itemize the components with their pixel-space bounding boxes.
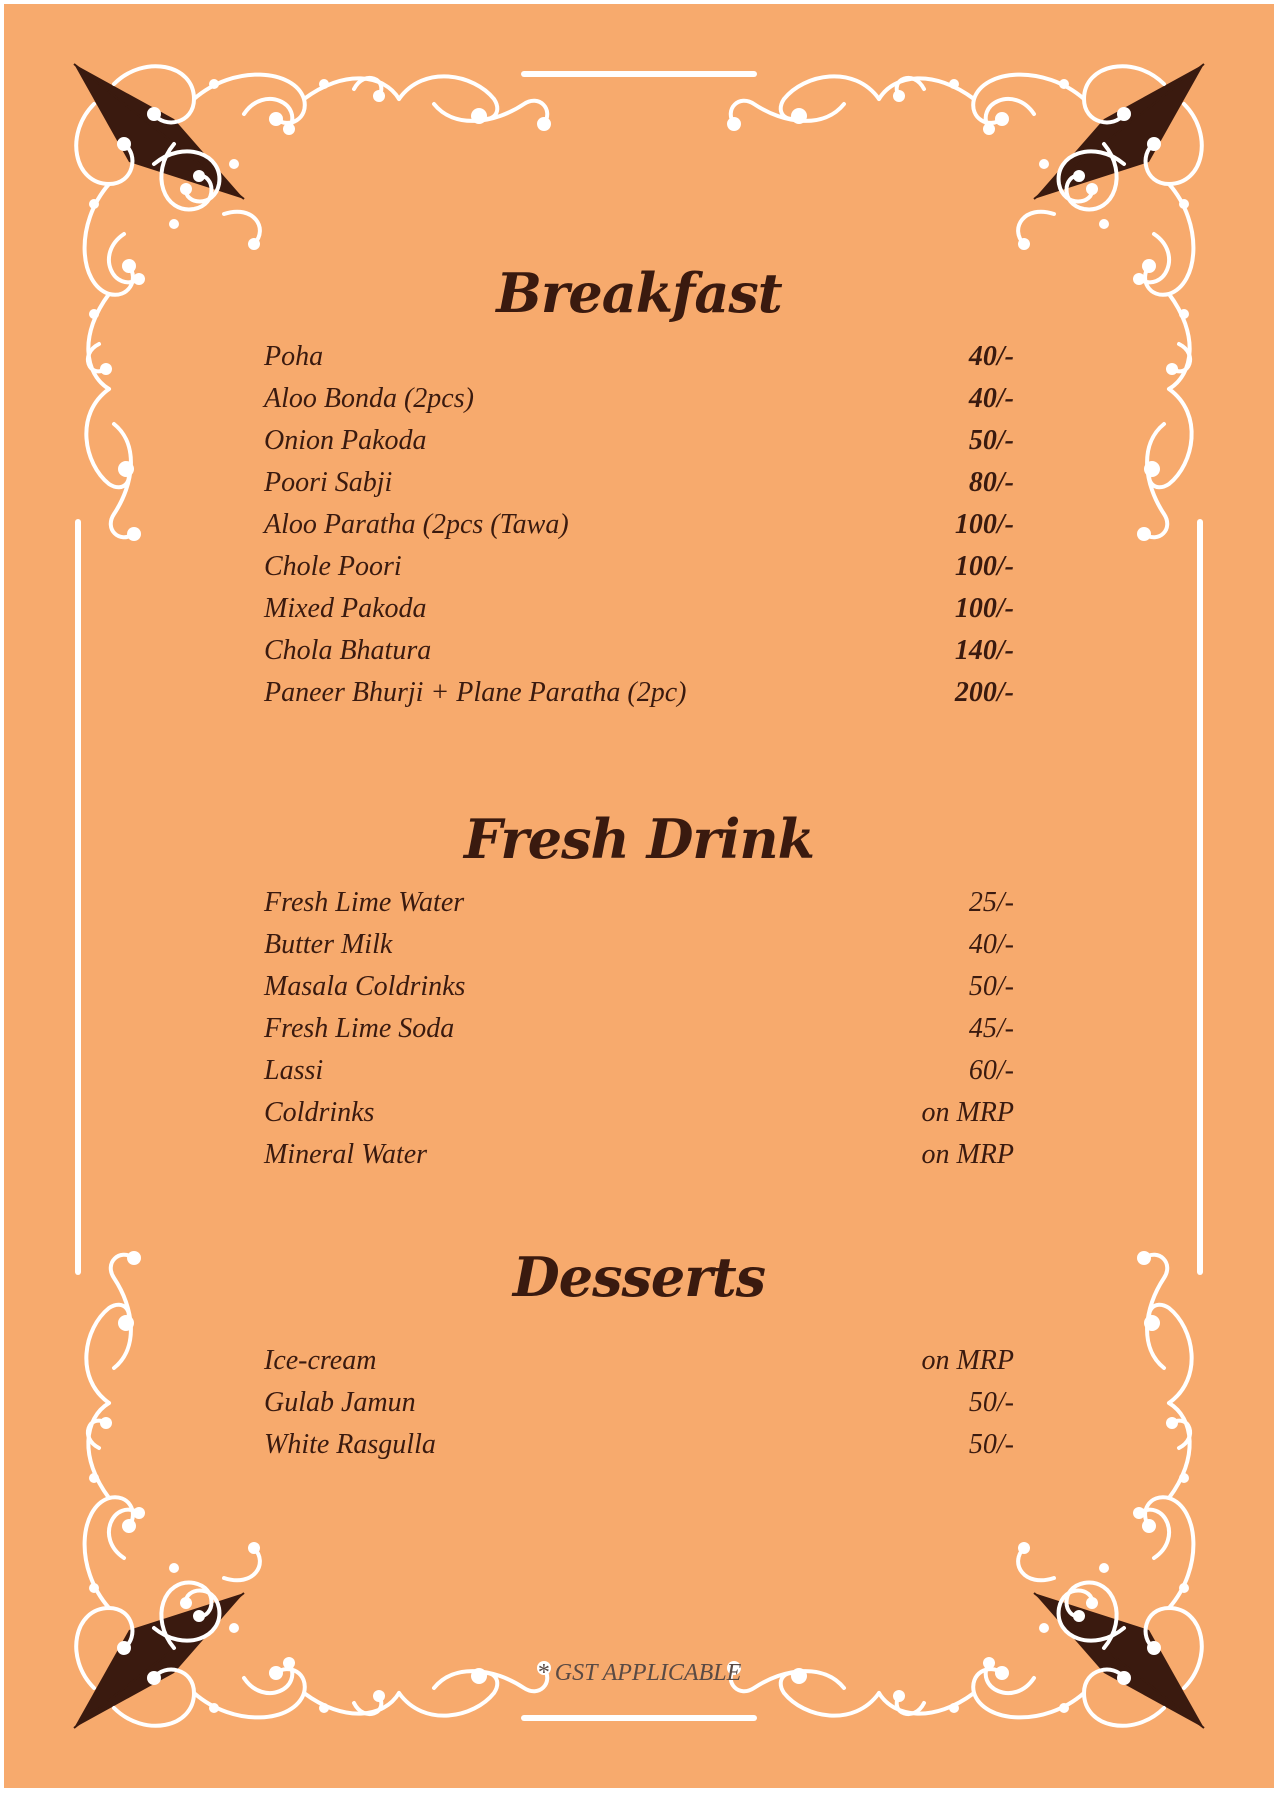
menu-item: Ice-cream on MRP	[264, 1345, 1014, 1376]
menu-item: Lassi 60/-	[264, 1055, 1014, 1086]
menu-item: Coldrinks on MRP	[264, 1097, 1014, 1128]
menu-item: Onion Pakoda 50/-	[264, 425, 1014, 456]
menu-item: White Rasgulla 50/-	[264, 1429, 1014, 1460]
menu-item: Gulab Jamun 50/-	[264, 1387, 1014, 1418]
menu-item: Poha 40/-	[264, 341, 1014, 372]
section-fresh-drink	[264, 804, 1014, 1176]
section-title: Desserts	[512, 1245, 766, 1309]
menu-item: Fresh Lime Water 25/-	[264, 887, 1014, 918]
menu-item: Chola Bhatura 140/-	[264, 635, 1014, 666]
gst-note: * GST APPLICABLE	[536, 1660, 742, 1686]
menu-item: Poori Sabji 80/-	[264, 467, 1014, 498]
menu-item: Mineral Water on MRP	[264, 1139, 1014, 1170]
menu-item: Fresh Lime Soda 45/-	[264, 1013, 1014, 1044]
menu-item: Chole Poori 100/-	[264, 551, 1014, 582]
section-title: Fresh Drink	[463, 807, 815, 871]
menu-page	[4, 4, 1274, 1788]
menu-item: Paneer Bhurji + Plane Paratha (2pc) 200/-	[264, 677, 1014, 708]
section-title: Breakfast	[496, 261, 782, 325]
menu-item: Mixed Pakoda 100/-	[264, 593, 1014, 624]
menu-item: Masala Coldrinks 50/-	[264, 971, 1014, 1002]
section-breakfast	[264, 258, 1014, 714]
menu-item: Aloo Bonda (2pcs) 40/-	[264, 383, 1014, 414]
section-desserts	[264, 1242, 1014, 1466]
menu-item: Aloo Paratha (2pcs (Tawa) 100/-	[264, 509, 1014, 540]
menu-item: Butter Milk 40/-	[264, 929, 1014, 960]
